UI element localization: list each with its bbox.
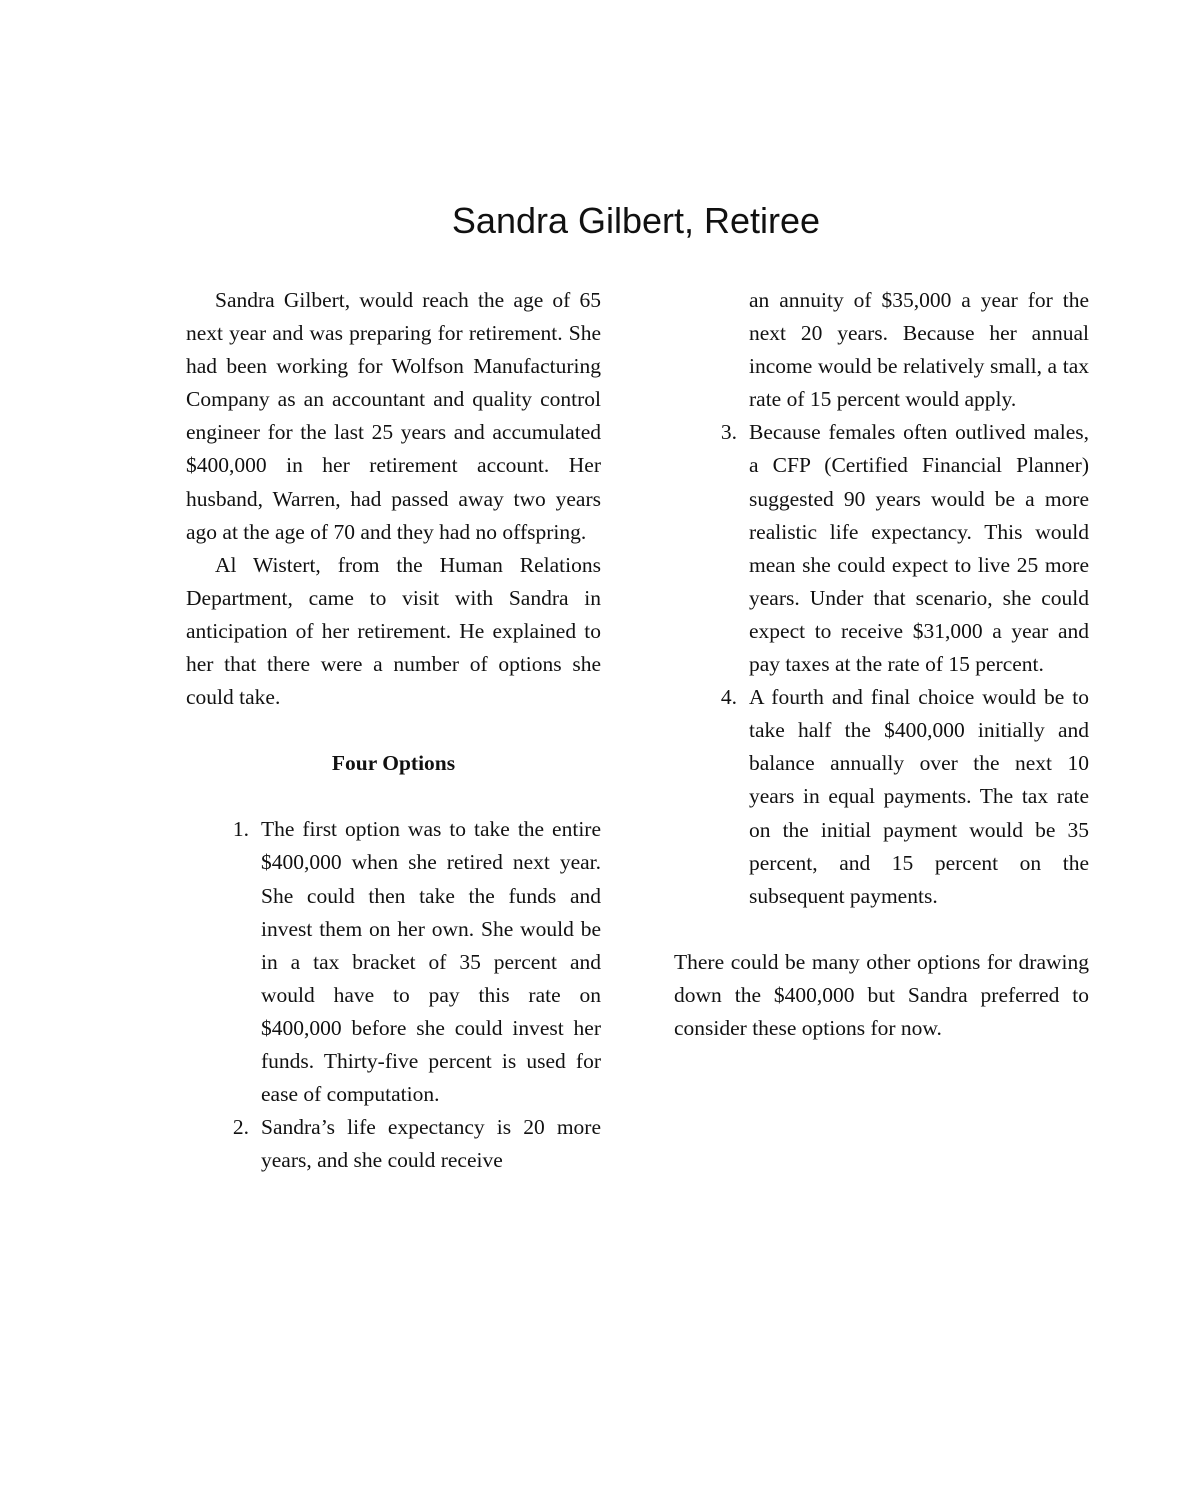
closing-paragraph: There could be many other options for drawing down the $400,000 but Sandra preferred to consider these options for now. bbox=[674, 949, 1089, 1040]
intro-paragraph-1: Sandra Gilbert, would reach the age of 65 next year and was preparing for retirement. She had been working for Wolfson Manufacturing Company as an accountant and quality control engineer for the last 25 years and accumulated $400,000 in her retirement account. Her husband, Warren, had passed away two years ago at the age of 70 and they had no offspring. bbox=[186, 288, 601, 544]
option-item-3 bbox=[674, 416, 1089, 681]
option-number: 2. bbox=[232, 1115, 249, 1140]
option-number: 1. bbox=[232, 817, 249, 842]
option-number: 4. bbox=[720, 685, 737, 710]
right-column bbox=[674, 284, 1089, 1045]
option-item-1 bbox=[186, 813, 601, 1111]
option-text: A fourth and final choice would be to take half the $400,000 initially and balance annually over the next 10 years in equal payments. The tax rate on the initial payment would be 35 percent, and 15 percent on the subsequent payments. bbox=[749, 685, 1089, 908]
options-heading: Four Options bbox=[331, 751, 456, 776]
option-item-2-continued bbox=[674, 284, 1089, 416]
option-text: Sandra’s life expectancy is 20 more years, and she could receive bbox=[261, 1115, 601, 1173]
option-text: The first option was to take the entire $400,000 when she retired next year. She could then take the funds and invest them on her own. She would be in a tax bracket of 35 percent and would have to pay this rate on $400,000 before she could invest her funds. Thirty-five percent is used for ease of computation. bbox=[261, 817, 601, 1107]
option-text: Because females often outlived males, a CFP (Certified Financial Planner) suggested 90 years would be a more realistic life expectancy. This would mean she could expect to live 25 more years. Under that scenario, she could expect to receive $31,000 a year and pay taxes at the rate of 15 percent. bbox=[749, 420, 1089, 677]
left-column bbox=[186, 284, 601, 1177]
intro-paragraph-2: Al Wistert, from the Human Relations Department, came to visit with Sandra in anticipation of her retirement. He explained to her that there were a number of options she could take. bbox=[186, 552, 601, 710]
option-item-4 bbox=[674, 681, 1089, 913]
option-text: an annuity of $35,000 a year for the next 20 years. Because her annual income would be relatively small, a tax rate of 15 percent would apply. bbox=[749, 288, 1089, 412]
option-item-2 bbox=[186, 1111, 601, 1177]
page-title: Sandra Gilbert, Retiree bbox=[451, 200, 821, 241]
option-number: 3. bbox=[720, 420, 737, 445]
